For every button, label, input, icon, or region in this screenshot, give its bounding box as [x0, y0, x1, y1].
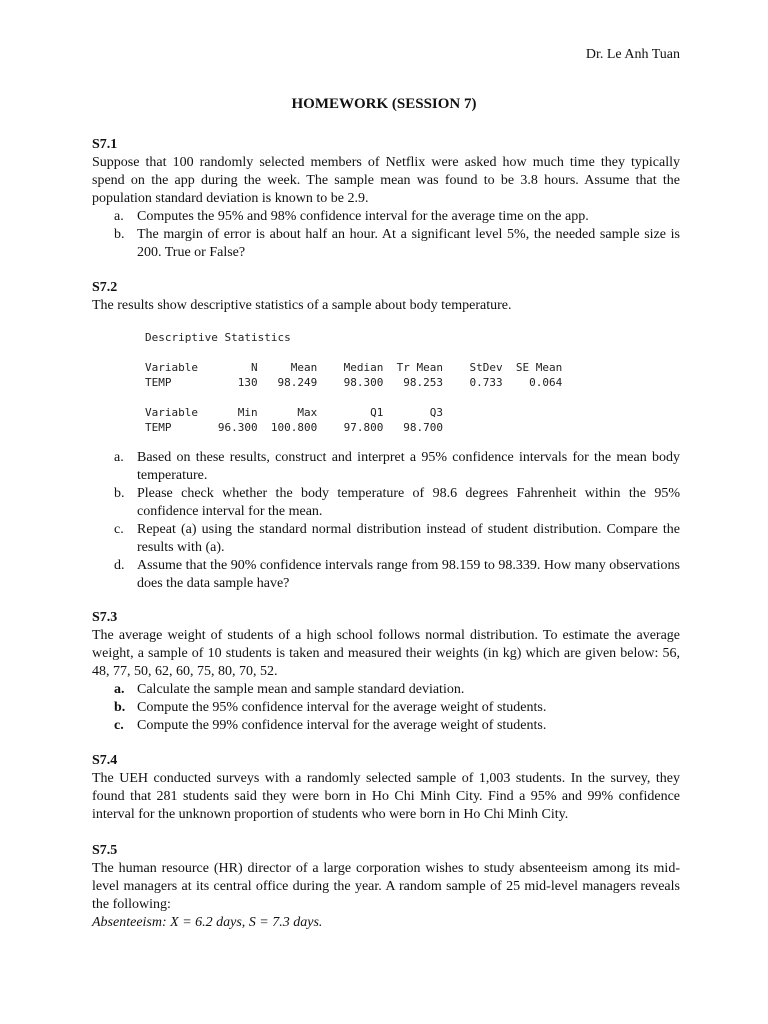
list-item: [92, 717, 680, 735]
section-text: Suppose that 100 randomly selected members of Netflix were asked how much time they typically spend on the app during the week. The sample mean was found to be 3.8 hours. Assume that the population standard deviation is known to be 2.9.: [92, 155, 680, 206]
item-text: Based on these results, construct and interpret a 95% confidence intervals for the mean body temperature.: [137, 450, 680, 483]
list-item: [92, 449, 680, 485]
item-text: Assume that the 90% confidence intervals range from 98.159 to 98.339. How many observations does the data sample have?: [137, 558, 680, 591]
section-heading: S7.1: [92, 137, 118, 152]
item-marker: c.: [114, 522, 124, 537]
list-item: [92, 681, 680, 699]
section-text: The results show descriptive statistics of a sample about body temperature.: [92, 298, 512, 313]
question-list: [92, 449, 680, 593]
section-heading: S7.5: [92, 843, 118, 858]
section-text: The average weight of students of a high school follows normal distribution. To estimate the average weight, a sample of 10 students is taken and measured their weights (in kg) which are given below: 56, 48, 77, 50, 62, 60, 75, 80, 70, 52.: [92, 628, 680, 679]
item-marker: c.: [114, 718, 124, 733]
item-marker: b.: [114, 227, 125, 242]
item-marker: a.: [114, 682, 125, 697]
question-list: [92, 208, 680, 262]
list-item: [92, 521, 680, 557]
page-title: HOMEWORK (SESSION 7): [291, 96, 477, 112]
section-s7-1: [92, 136, 680, 262]
section-heading: S7.4: [92, 753, 118, 768]
section-text: The human resource (HR) director of a large corporation wishes to study absenteeism among its mid-level managers at its central office during the year. A random sample of 25 mid-level managers reveals the following:: [92, 861, 680, 912]
item-text: Please check whether the body temperature of 98.6 degrees Fahrenheit within the 95% confidence interval for the mean.: [137, 486, 680, 519]
item-text: Calculate the sample mean and sample standard deviation.: [137, 682, 465, 697]
item-text: Repeat (a) using the standard normal distribution instead of student distribution. Compare the results with (a).: [137, 522, 680, 555]
item-marker: d.: [114, 558, 125, 573]
section-s7-5: [92, 842, 680, 932]
item-text: Computes the 95% and 98% confidence interval for the average time on the app.: [137, 209, 589, 224]
section-text: The UEH conducted surveys with a randomly selected sample of 1,003 students. In the survey, they found that 281 students said they were born in Ho Chi Minh City. Find a 95% and 99% confidence interval for the unknown proportion of students who were born in Ho Chi Minh City.: [92, 771, 680, 822]
section-heading: S7.2: [92, 280, 118, 295]
section-s7-3: [92, 609, 680, 735]
list-item: [92, 557, 680, 593]
item-marker: a.: [114, 450, 124, 465]
list-item: [92, 208, 680, 226]
section-s7-2: [92, 279, 680, 315]
item-text: Compute the 95% confidence interval for the average weight of students.: [137, 700, 547, 715]
item-marker: b.: [114, 700, 126, 715]
item-marker: a.: [114, 209, 124, 224]
author-name: Dr. Le Anh Tuan: [585, 47, 680, 62]
item-marker: b.: [114, 486, 125, 501]
item-text: Compute the 99% confidence interval for the average weight of students.: [137, 718, 547, 733]
list-item: [92, 699, 680, 717]
question-list: [92, 681, 680, 735]
item-text: The margin of error is about half an hour. At a significant level 5%, the needed sample size is 200. True or False?: [137, 227, 680, 260]
section-heading: S7.3: [92, 610, 118, 625]
descriptive-statistics-output: Descriptive Statistics Variable N Mean Median Tr Mean StDev SE Mean TEMP 130 98.249 98.300 98.253 0.733 0.064 Variable Min Max Q1 Q3 TEMP 96.300 100.800 97.800 98.700: [145, 331, 563, 434]
list-item: [92, 485, 680, 521]
absenteeism-formula: Absenteeism: X = 6.2 days, S = 7.3 days.: [92, 915, 323, 930]
section-s7-4: [92, 752, 680, 824]
list-item: [92, 226, 680, 262]
section-s7-2-questions: [92, 449, 680, 593]
